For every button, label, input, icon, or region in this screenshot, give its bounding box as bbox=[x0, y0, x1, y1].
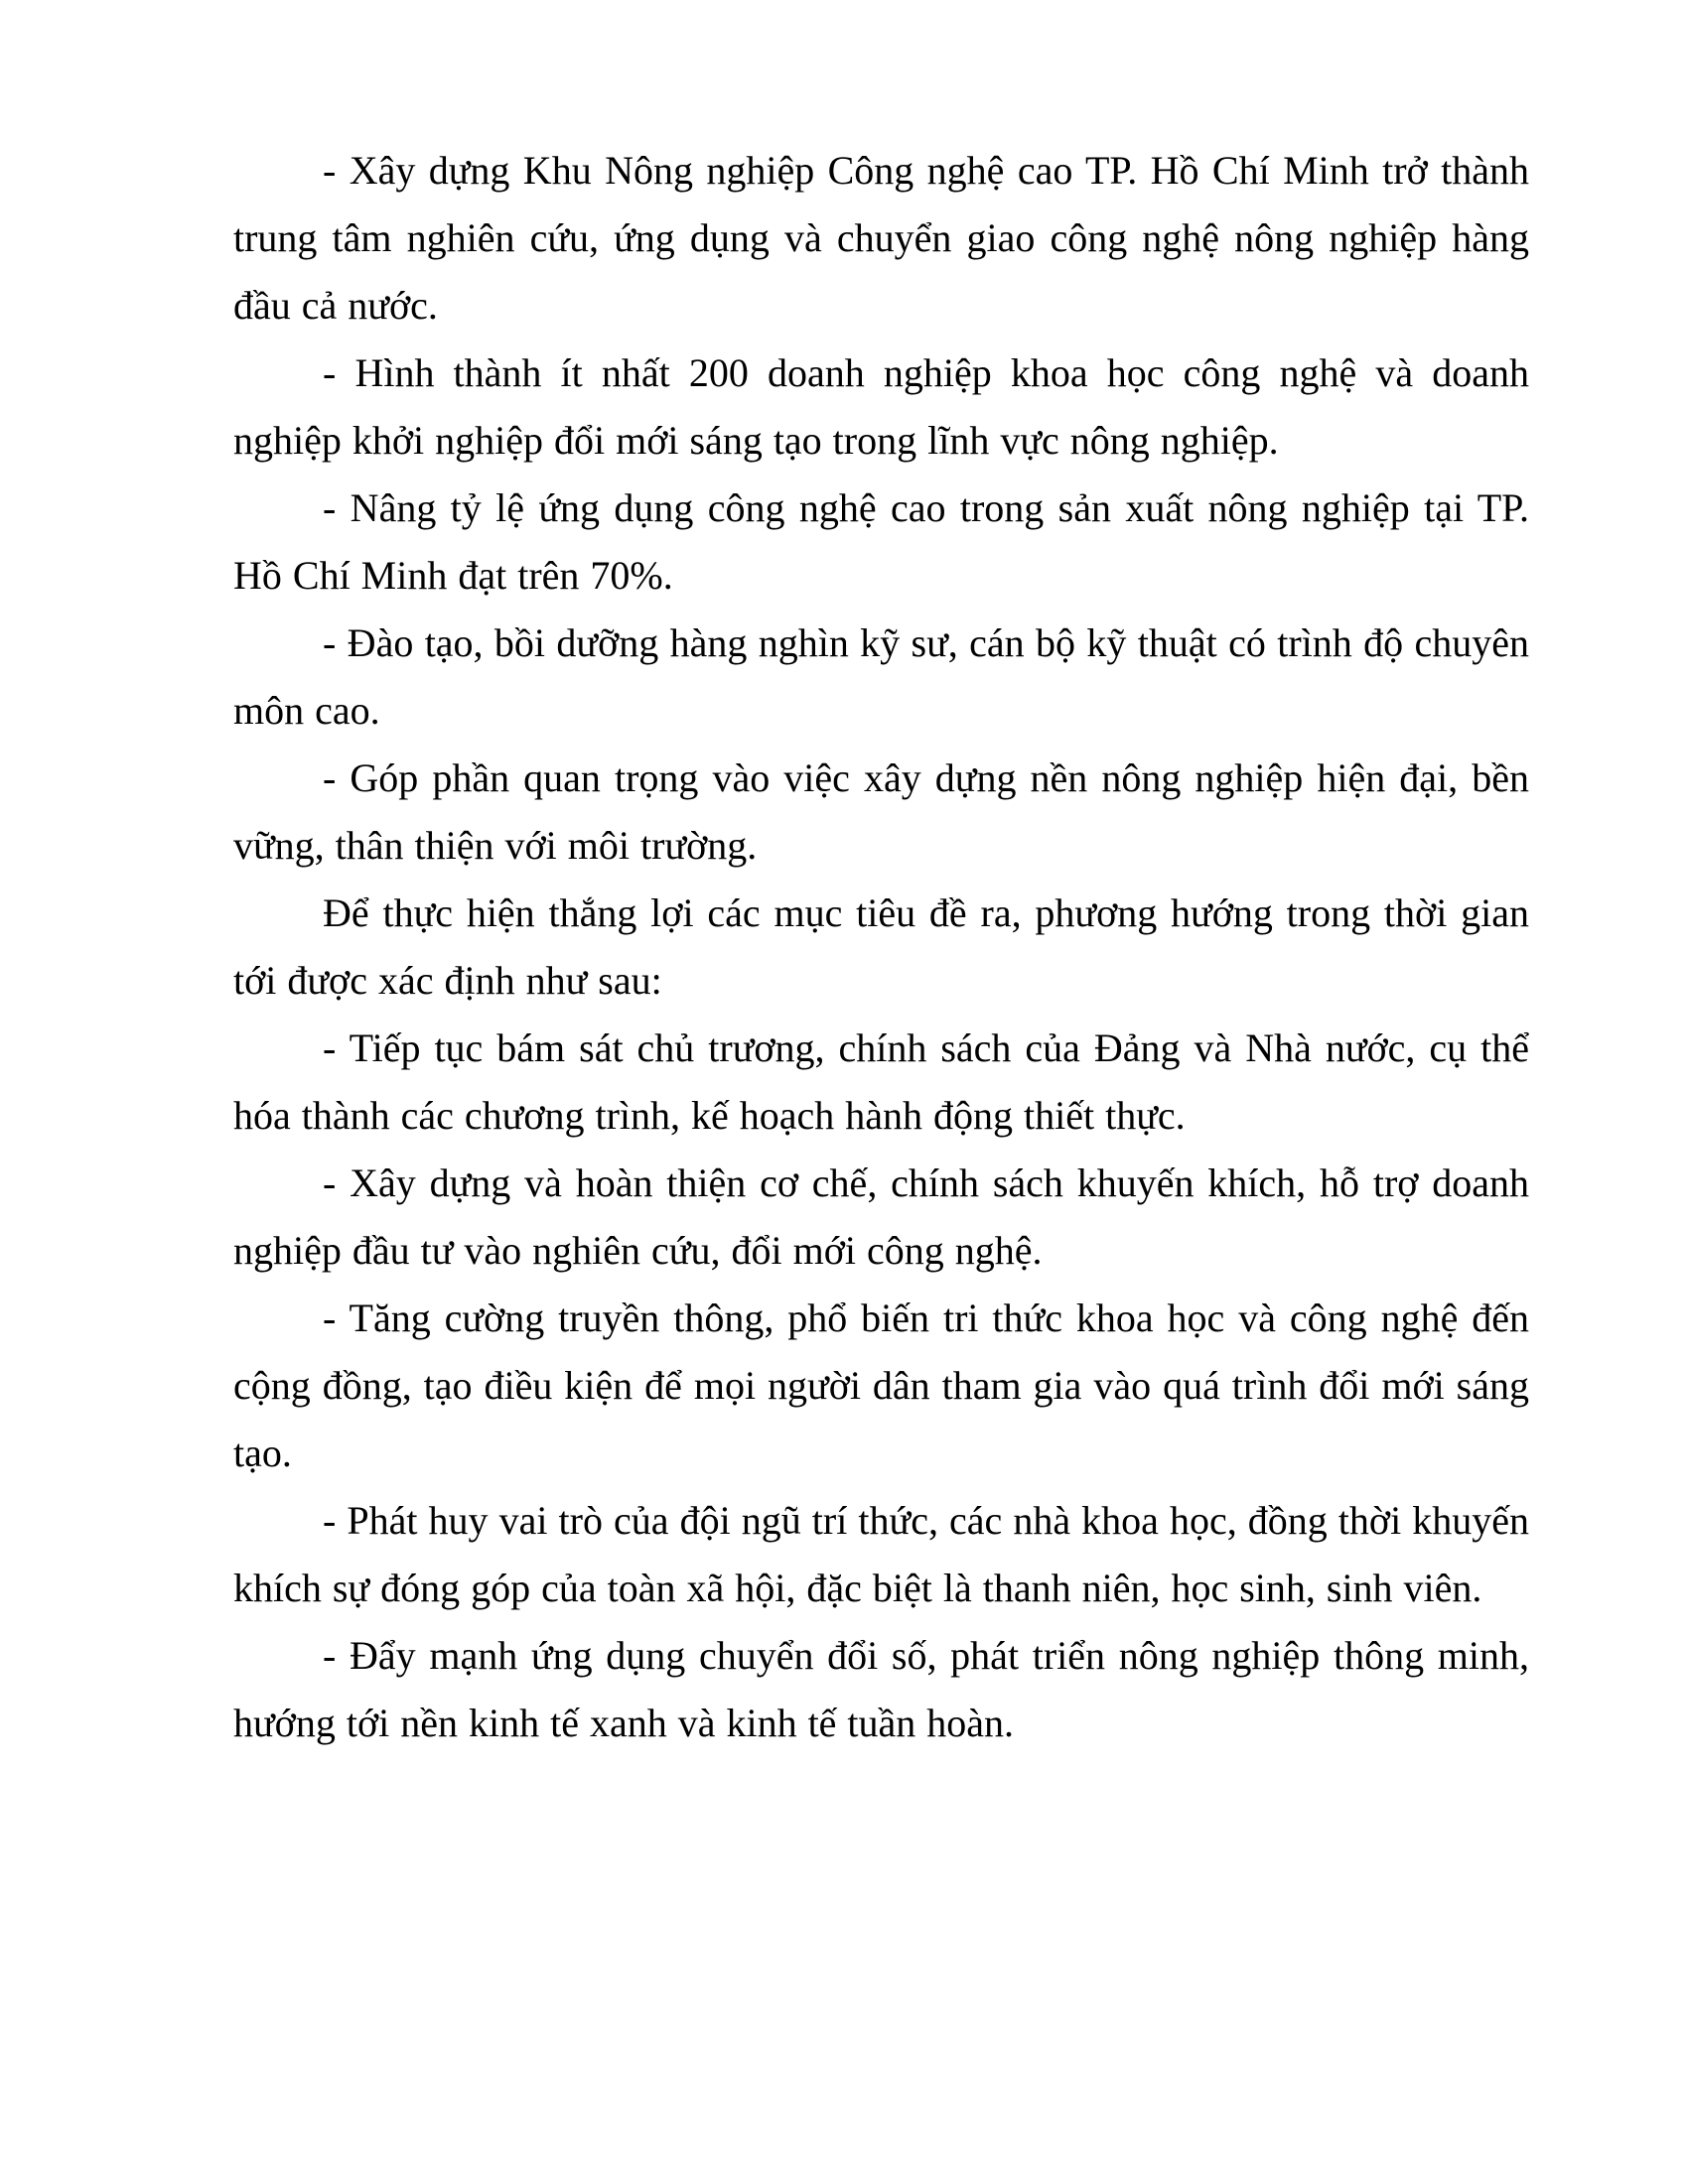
paragraph: - Tăng cường truyền thông, phổ biến tri thức khoa học và công nghệ đến cộng đồng, tạo điều kiện để mọi người dân tham gia vào quá trình đổi mới sáng tạo. bbox=[233, 1296, 1529, 1475]
paragraph: - Đào tạo, bồi dưỡng hàng nghìn kỹ sư, cán bộ kỹ thuật có trình độ chuyên môn cao. bbox=[233, 620, 1529, 733]
paragraph: - Nâng tỷ lệ ứng dụng công nghệ cao trong sản xuất nông nghiệp tại TP. Hồ Chí Minh đạt trên 70%. bbox=[233, 485, 1529, 598]
paragraph: Để thực hiện thắng lợi các mục tiêu đề ra, phương hướng trong thời gian tới được xác định như sau: bbox=[233, 890, 1529, 1003]
paragraph: - Hình thành ít nhất 200 doanh nghiệp khoa học công nghệ và doanh nghiệp khởi nghiệp đổi mới sáng tạo trong lĩnh vực nông nghiệp. bbox=[233, 350, 1529, 463]
paragraph: - Xây dựng Khu Nông nghiệp Công nghệ cao TP. Hồ Chí Minh trở thành trung tâm nghiên cứu, ứng dụng và chuyển giao công nghệ nông nghiệp hàng đầu cả nước. bbox=[233, 148, 1529, 328]
paragraph: - Đẩy mạnh ứng dụng chuyển đổi số, phát triển nông nghiệp thông minh, hướng tới nền kinh tế xanh và kinh tế tuần hoàn. bbox=[233, 1633, 1529, 1745]
paragraph: - Phát huy vai trò của đội ngũ trí thức, các nhà khoa học, đồng thời khuyến khích sự đóng góp của toàn xã hội, đặc biệt là thanh niên, học sinh, sinh viên. bbox=[233, 1498, 1529, 1610]
document-text-block bbox=[233, 137, 1529, 1757]
paragraph: - Xây dựng và hoàn thiện cơ chế, chính sách khuyến khích, hỗ trợ doanh nghiệp đầu tư vào nghiên cứu, đổi mới công nghệ. bbox=[233, 1160, 1529, 1273]
paragraph: - Góp phần quan trọng vào việc xây dựng nền nông nghiệp hiện đại, bền vững, thân thiện với môi trường. bbox=[233, 755, 1529, 868]
paragraph: - Tiếp tục bám sát chủ trương, chính sách của Đảng và Nhà nước, cụ thể hóa thành các chương trình, kế hoạch hành động thiết thực. bbox=[233, 1025, 1529, 1138]
